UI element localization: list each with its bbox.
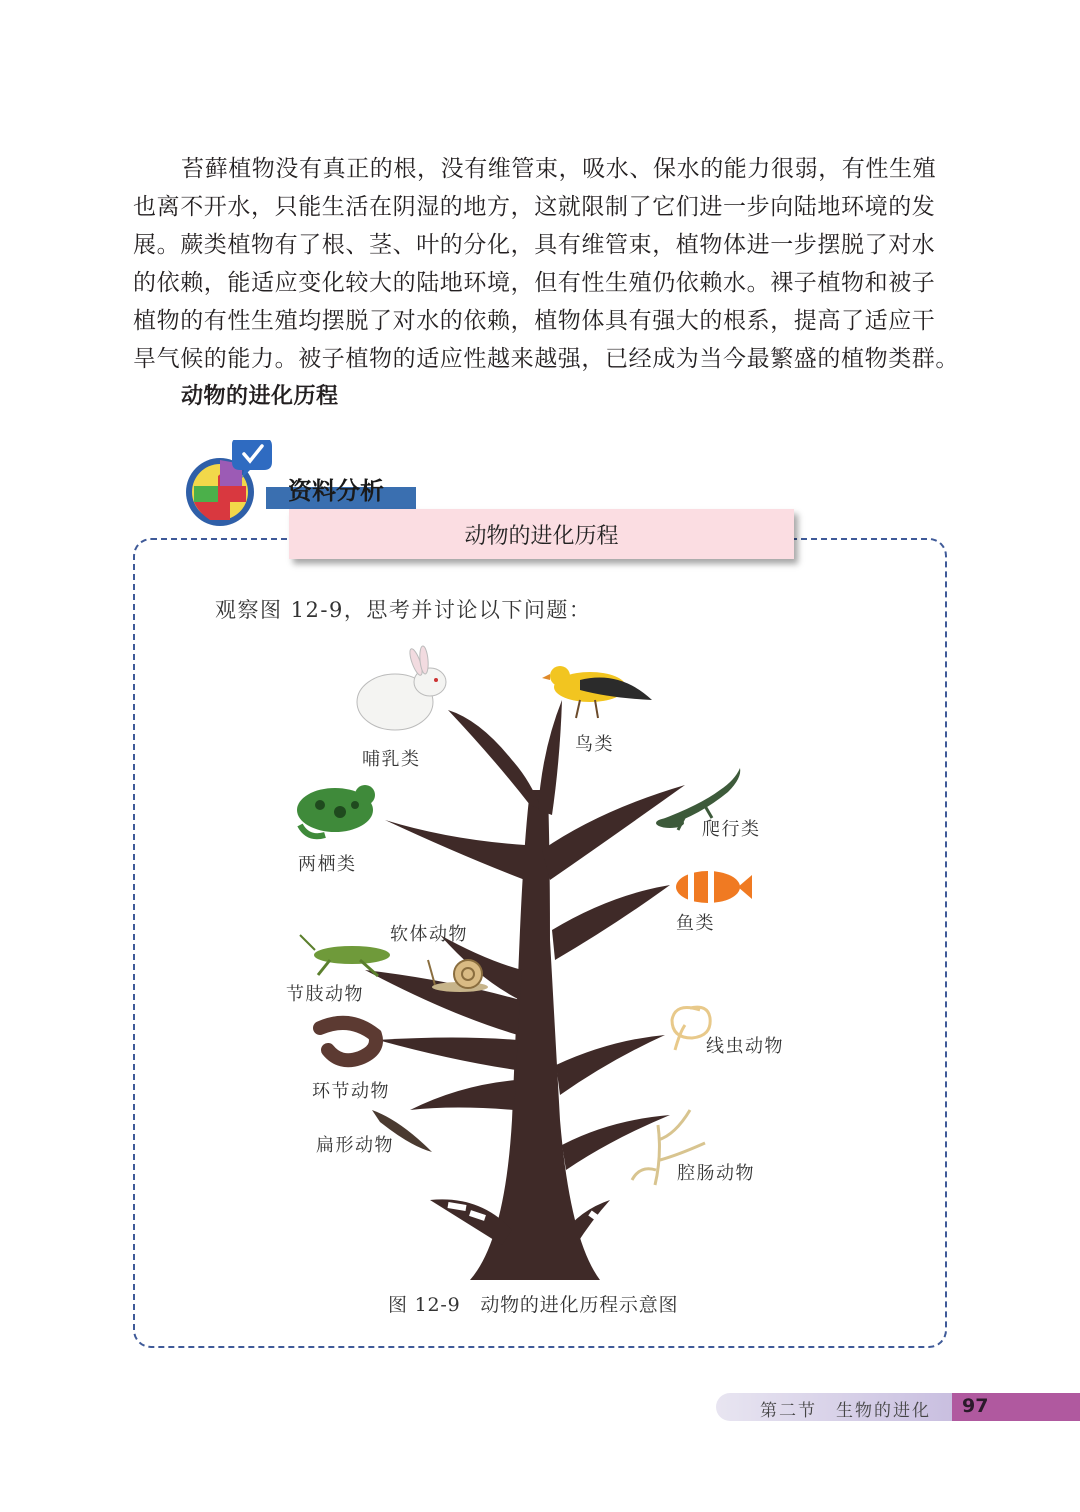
subheading: 动物的进化历程 bbox=[181, 384, 339, 409]
branch-nematodes bbox=[556, 1035, 665, 1095]
body-paragraph bbox=[133, 150, 959, 378]
label-reptiles: 爬行类 bbox=[702, 819, 761, 840]
grasshopper-icon bbox=[300, 935, 390, 976]
earthworm-icon bbox=[320, 1023, 376, 1060]
rabbit-icon bbox=[357, 646, 446, 730]
clownfish-icon bbox=[676, 871, 752, 903]
paragraph-line: 的依赖，能适应变化较大的陆地环境，但有性生殖仍依赖水。裸子植物和被子 bbox=[133, 270, 936, 296]
label-birds: 鸟类 bbox=[575, 734, 614, 755]
section-title-banner: 动物的进化历程 bbox=[289, 509, 794, 559]
label-mollusks: 软体动物 bbox=[390, 924, 468, 945]
label-mammals: 哺乳类 bbox=[362, 749, 421, 770]
data-analysis-logo-icon bbox=[180, 440, 280, 530]
label-amphibians: 两栖类 bbox=[298, 854, 357, 875]
snail-icon bbox=[428, 960, 488, 992]
paragraph-line: 苔藓植物没有真正的根，没有维管束，吸水、保水的能力很弱，有性生殖 bbox=[181, 156, 937, 182]
label-fish: 鱼类 bbox=[676, 913, 715, 934]
figure-caption: 图 12-9 动物的进化历程示意图 bbox=[388, 1294, 679, 1316]
page-number: 97 bbox=[962, 1395, 989, 1417]
tree-base-left bbox=[430, 1199, 512, 1245]
prompt-text: 观察图 12-9，思考并讨论以下问题： bbox=[215, 598, 592, 622]
footer-section-title: 第二节 生物的进化 bbox=[760, 1401, 931, 1421]
paragraph-line: 旱气候的能力。被子植物的适应性越来越强，已经成为当今最繁盛的植物类群。 bbox=[133, 346, 959, 372]
section-tag: 资料分析 bbox=[288, 477, 384, 505]
branch-flatworms bbox=[410, 1080, 516, 1110]
branch-birds bbox=[538, 700, 562, 815]
branch-annelids bbox=[378, 1038, 518, 1071]
branch-fish bbox=[552, 885, 670, 960]
branch-mammals bbox=[448, 710, 542, 810]
frog-icon bbox=[297, 785, 375, 836]
paragraph-line: 植物的有性生殖均摆脱了对水的依赖，植物体具有强大的根系，提高了适应干 bbox=[133, 308, 936, 334]
branch-amphibians bbox=[385, 820, 525, 880]
label-nematodes: 线虫动物 bbox=[706, 1036, 784, 1057]
paragraph-line: 展。蕨类植物有了根、茎、叶的分化，具有维管束，植物体进一步摆脱了对水 bbox=[133, 232, 936, 258]
tree-shape bbox=[365, 700, 685, 1280]
branch-reptiles bbox=[542, 785, 685, 880]
label-arthropods: 节肢动物 bbox=[286, 984, 364, 1005]
branch-cnidarians bbox=[562, 1115, 670, 1170]
label-flatworms: 扁形动物 bbox=[316, 1135, 394, 1156]
nematode-icon bbox=[672, 1007, 710, 1050]
paragraph-line: 也离不开水，只能生活在阴湿的地方，这就限制了它们进一步向陆地环境的发 bbox=[133, 194, 936, 220]
label-annelids: 环节动物 bbox=[312, 1081, 390, 1102]
label-cnidarians: 腔肠动物 bbox=[677, 1163, 755, 1184]
